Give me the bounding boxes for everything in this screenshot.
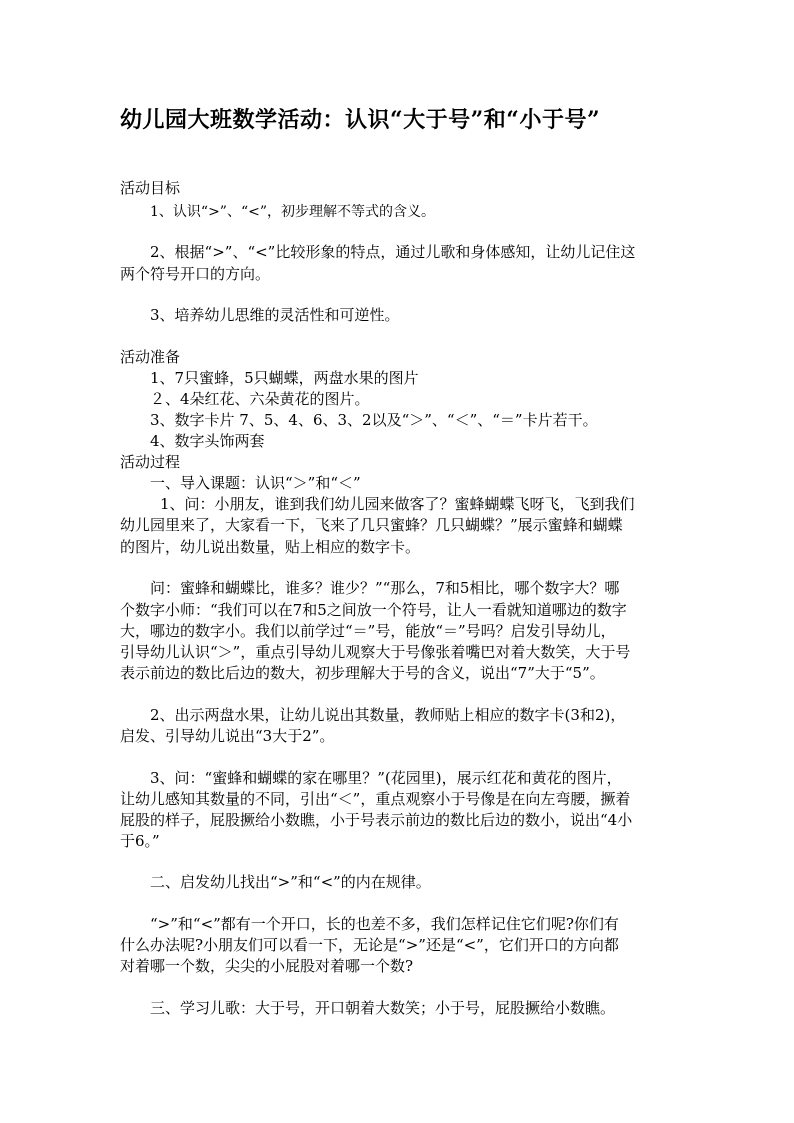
process-line: 3、问：“蜜蜂和蝴蝶的家在哪里？”(花园里)，展示红花和黄花的图片， bbox=[150, 769, 622, 787]
goal-item: 2、根据“>”、“<”比较形象的特点，通过儿歌和身体感知，让幼儿记住这 bbox=[150, 243, 636, 261]
process-line: 2、出示两盘水果，让幼儿说出其数量，教师贴上相应的数字卡(3和2)， bbox=[150, 706, 626, 724]
prep-item: ２、4朵红花、六朵黄花的图片。 bbox=[150, 390, 370, 408]
process-line: 让幼儿感知其数量的不同，引出“＜”，重点观察小于号像是在向左弯腰，撅着 bbox=[120, 790, 631, 808]
goal-item: 1、认识“>”、“<”，初步理解不等式的含义。 bbox=[150, 204, 435, 220]
process-line: 个数字小师：“我们可以在7和5之间放一个符号，让人一看就知道哪边的数字 bbox=[120, 601, 627, 619]
process-line: 屁股的样子，屁股撅给小数瞧，小于号表示前边的数比后边的数小，说出“4小 bbox=[120, 811, 633, 829]
section-heading-goals: 活动目标 bbox=[120, 179, 181, 197]
goal-item: 3、培养幼儿思维的灵活性和可逆性。 bbox=[150, 306, 400, 324]
process-line: 大，哪边的数字小。我们以前学过“＝”号，能放“＝”号吗？启发引导幼儿， bbox=[120, 622, 616, 640]
process-line: 对着哪一个数，尖尖的小屁股对着哪一个数? bbox=[120, 957, 414, 975]
process-line: 1、问：小朋友，谁到我们幼儿园来做客了？蜜蜂蝴蝶飞呀飞，飞到我们 bbox=[160, 495, 635, 513]
goal-item-continued: 两个符号开口的方向。 bbox=[120, 265, 271, 283]
document-title: 幼儿园大班数学活动：认识“大于号”和“小于号” bbox=[120, 107, 601, 133]
process-line: 启发、引导幼儿说出“3大于2”。 bbox=[120, 727, 335, 745]
process-line: 幼儿园里来了，大家看一下，飞来了几只蜜蜂？几只蝴蝶？”展示蜜蜂和蝴蝶 bbox=[120, 516, 623, 534]
process-subheading: 二、启发幼儿找出“>”和“<”的内在规律。 bbox=[150, 873, 431, 891]
section-heading-process: 活动过程 bbox=[120, 453, 181, 471]
process-line: 什么办法呢?小朋友们可以看一下，无论是“>”还是“<”，它们开口的方向都 bbox=[120, 936, 619, 954]
process-line: “>”和“<”都有一个开口，长的也差不多，我们怎样记住它们呢?你们有 bbox=[150, 915, 619, 933]
process-line: 于6。” bbox=[120, 832, 160, 850]
process-subheading: 三、学习儿歌：大于号，开口朝着大数笑；小于号，屁股撅给小数瞧。 bbox=[150, 999, 616, 1017]
section-heading-prep: 活动准备 bbox=[120, 348, 181, 366]
prep-item: 4、数字头饰两套 bbox=[150, 432, 265, 450]
process-subheading: 一、导入课题：认识“＞”和“＜” bbox=[150, 474, 361, 492]
process-line: 表示前边的数比后边的数大，初步理解大于号的含义，说出“7”大于“5”。 bbox=[120, 664, 605, 682]
process-line: 的图片，幼儿说出数量，贴上相应的数字卡。 bbox=[120, 538, 421, 556]
process-line: 问：蜜蜂和蝴蝶比，谁多？谁少？”“那么，7和5相比，哪个数字大？哪 bbox=[150, 579, 620, 597]
prep-item: 3、数字卡片 7、5、4、6、3、2以及“＞”、“＜”、“＝”卡片若干。 bbox=[150, 411, 598, 429]
prep-item: 1、7只蜜蜂，5只蝴蝶，两盘水果的图片 bbox=[150, 369, 419, 387]
process-line: 引导幼儿认识“＞”，重点引导幼儿观察大于号像张着嘴巴对着大数笑，大于号 bbox=[120, 643, 631, 661]
